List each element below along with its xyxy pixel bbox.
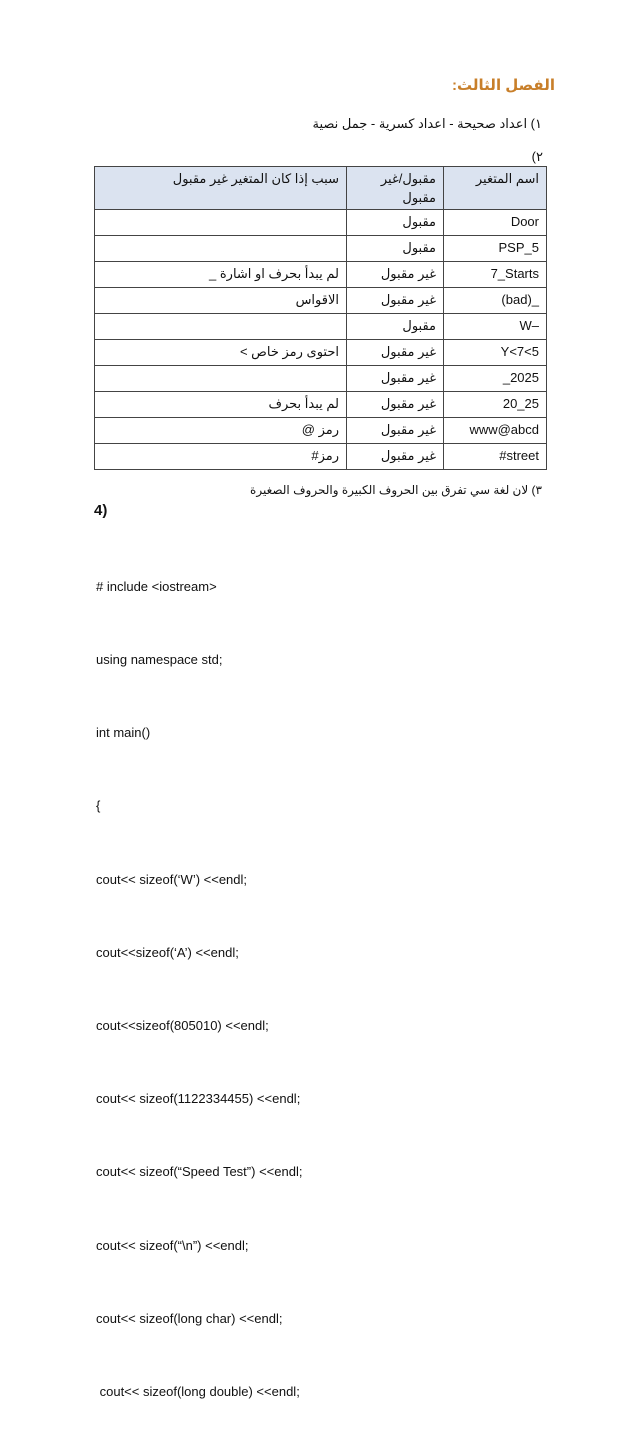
reason-cell: لم يبدأ بحرف: [95, 392, 347, 418]
answer-4-label: 4): [94, 502, 108, 519]
table-header-row: [95, 167, 547, 210]
table-row: [95, 262, 547, 288]
code-line: using namespace std;: [96, 652, 223, 668]
variables-table: [94, 166, 547, 470]
variable-name-cell: (bad)_: [444, 288, 547, 314]
variable-name-cell: www@abcd: [444, 418, 547, 444]
table-row: [95, 288, 547, 314]
table-row: [95, 392, 547, 418]
status-cell: غير مقبول: [347, 418, 444, 444]
status-cell: مقبول: [347, 210, 444, 236]
reason-cell: احتوى رمز خاص >: [95, 340, 347, 366]
reason-cell: [95, 314, 347, 340]
status-cell: مقبول: [347, 314, 444, 340]
code-line: cout<< sizeof(long double) <<endl;: [96, 1384, 300, 1400]
code-line: int main(): [96, 725, 151, 741]
status-cell: غير مقبول: [347, 366, 444, 392]
answer-3: ٣) لان لغة سي تفرق بين الحروف الكبيرة والحروف الصغيرة: [250, 483, 542, 497]
status-cell: غير مقبول: [347, 392, 444, 418]
status-cell: غير مقبول: [347, 262, 444, 288]
table-row: [95, 314, 547, 340]
code-line: cout<< sizeof(“Speed Test”) <<endl;: [96, 1164, 303, 1180]
code-line: cout<< sizeof(long char) <<endl;: [96, 1310, 283, 1326]
table-row: [95, 444, 547, 470]
variable-name-cell: #street: [444, 444, 547, 470]
status-cell: غير مقبول: [347, 444, 444, 470]
reason-cell: [95, 366, 347, 392]
variable-name-cell: PSP_5: [444, 236, 547, 262]
code-line: {: [96, 798, 101, 814]
code-block: [96, 526, 302, 1429]
reason-cell: رمز @: [95, 418, 347, 444]
reason-cell: [95, 236, 347, 262]
reason-cell: رمز#: [95, 444, 347, 470]
code-line: # include <iostream>: [96, 578, 217, 594]
reason-cell: [95, 210, 347, 236]
table-row: [95, 366, 547, 392]
variable-name-cell: _2025: [444, 366, 547, 392]
header-reason: سبب إذا كان المتغير غير مقبول: [95, 167, 347, 210]
reason-cell: الاقواس: [95, 288, 347, 314]
code-line: cout<< sizeof(1122334455) <<endl;: [96, 1091, 301, 1107]
variable-name-cell: 7_Starts: [444, 262, 547, 288]
variable-name-cell: Door: [444, 210, 547, 236]
table-row: [95, 340, 547, 366]
status-cell: غير مقبول: [347, 340, 444, 366]
answer-1: ١) اعداد صحيحة - اعداد كسرية - جمل نصية: [312, 116, 542, 131]
table-row: [95, 210, 547, 236]
chapter-title: الفصل الثالث:: [452, 77, 555, 94]
table-row: [95, 236, 547, 262]
status-cell: مقبول: [347, 236, 444, 262]
code-line: cout<< sizeof(“\n”) <<endl;: [96, 1237, 249, 1253]
header-accepted-status: مقبول/غير مقبول: [347, 167, 444, 210]
variable-name-cell: W–: [444, 314, 547, 340]
answer-2-label: ٢): [531, 149, 543, 164]
variable-name-cell: 20_25: [444, 392, 547, 418]
header-variable-name: اسم المتغير: [444, 167, 547, 210]
code-line: cout<<sizeof(‘A’) <<endl;: [96, 944, 239, 960]
table-row: [95, 418, 547, 444]
variable-name-cell: Y<7<5: [444, 340, 547, 366]
code-line: cout<<sizeof(805010) <<endl;: [96, 1018, 269, 1034]
code-line: cout<< sizeof(‘W’) <<endl;: [96, 871, 248, 887]
reason-cell: لم يبدأ بحرف او اشارة _: [95, 262, 347, 288]
status-cell: غير مقبول: [347, 288, 444, 314]
